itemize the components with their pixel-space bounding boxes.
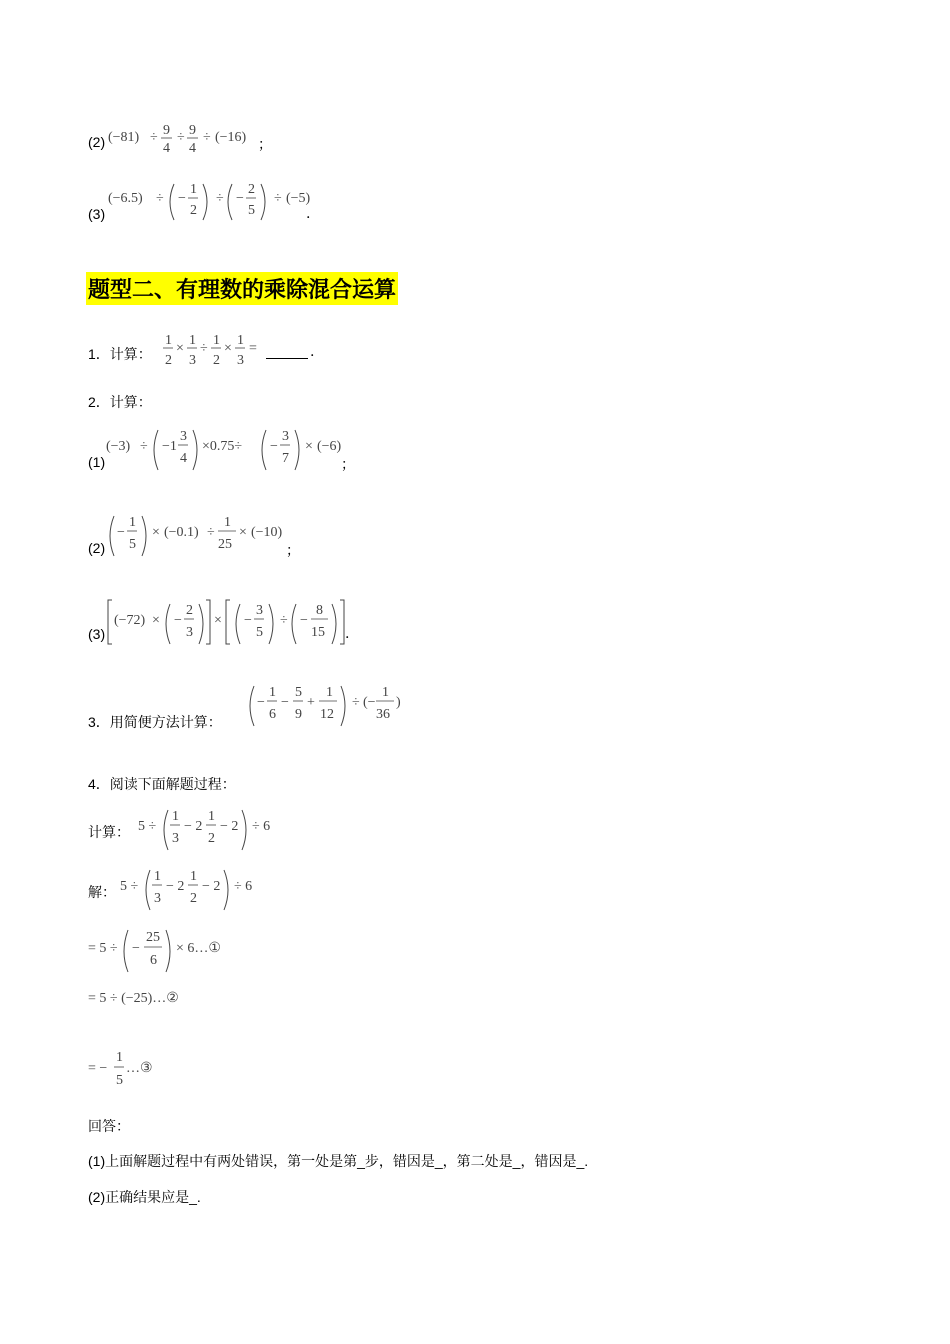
- expression-2: [108, 120, 278, 160]
- svg-text:−: −: [132, 941, 140, 956]
- svg-text:×: ×: [152, 525, 160, 540]
- svg-text:3: 3: [256, 603, 263, 618]
- svg-text:5: 5: [116, 1073, 123, 1088]
- svg-text:1: 1: [189, 333, 196, 348]
- svg-text:1: 1: [190, 869, 197, 884]
- svg-text:4: 4: [189, 141, 196, 156]
- five-div: 5 ÷: [120, 879, 139, 894]
- svg-text:12: 12: [320, 707, 334, 722]
- svg-text:6: 6: [269, 707, 276, 722]
- svg-text:5: 5: [129, 537, 136, 552]
- svg-text:1: 1: [224, 515, 231, 530]
- solution-step-2: = 5 ÷ (−25)…②: [88, 991, 179, 1006]
- svg-text:1: 1: [116, 1050, 123, 1065]
- svg-text:÷: ÷: [203, 130, 211, 145]
- item-label: (3): [88, 206, 106, 222]
- svg-text:−: −: [174, 613, 182, 628]
- svg-text:−: −: [300, 613, 308, 628]
- div-six: ÷ 6: [252, 819, 271, 834]
- expression-q1: [163, 330, 273, 370]
- svg-text:36: 36: [376, 707, 390, 722]
- svg-text:+: +: [307, 695, 315, 710]
- term-neg3: (−3): [106, 439, 131, 454]
- svg-text:1: 1: [326, 685, 333, 700]
- svg-text:7: 7: [282, 451, 289, 466]
- step1-eq: = 5 ÷: [88, 941, 118, 956]
- tail-punct: .: [306, 206, 311, 222]
- svg-text:3: 3: [172, 831, 179, 846]
- svg-text:=: =: [249, 341, 257, 356]
- svg-text:1: 1: [237, 333, 244, 348]
- svg-text:25: 25: [146, 930, 160, 945]
- term-neg81: (−81): [108, 130, 140, 145]
- svg-text:9: 9: [163, 123, 170, 138]
- svg-text:−: −: [117, 525, 125, 540]
- answer-line-2: (2)正确结果应是_.: [88, 1189, 201, 1205]
- svg-text:−: −: [270, 439, 278, 454]
- svg-text:2: 2: [248, 182, 255, 197]
- svg-text:2: 2: [213, 353, 220, 368]
- svg-text:1: 1: [269, 685, 276, 700]
- svg-text:−: −: [236, 191, 244, 206]
- svg-text:÷: ÷: [150, 130, 158, 145]
- svg-text:− 2: − 2: [184, 819, 203, 834]
- svg-text:9: 9: [295, 707, 302, 722]
- expression-q4-calc: [138, 806, 278, 852]
- svg-text:− 2: − 2: [202, 879, 221, 894]
- svg-text:÷: ÷: [352, 695, 360, 710]
- svg-text:3: 3: [186, 625, 193, 640]
- svg-text:÷: ÷: [280, 613, 288, 628]
- svg-text:− 2: − 2: [166, 879, 185, 894]
- question-prefix: 1．计算：: [88, 346, 152, 362]
- item-label: (2): [88, 540, 106, 556]
- question-2-prefix: 2．计算：: [88, 394, 152, 410]
- svg-text:−: −: [257, 695, 265, 710]
- svg-text:×: ×: [176, 341, 184, 356]
- svg-text:1: 1: [129, 515, 136, 530]
- svg-text:÷: ÷: [140, 439, 148, 454]
- svg-text:2: 2: [186, 603, 193, 618]
- term-neg16: (−16): [215, 130, 247, 145]
- svg-text:1: 1: [213, 333, 220, 348]
- step3-tail: …③: [126, 1061, 153, 1076]
- svg-text:2: 2: [165, 353, 172, 368]
- svg-text:−: −: [178, 191, 186, 206]
- svg-text:8: 8: [316, 603, 323, 618]
- svg-text:×: ×: [214, 613, 222, 628]
- svg-text:4: 4: [180, 451, 187, 466]
- expression-q4-sol: [120, 866, 260, 912]
- expression-step-3: [88, 1048, 188, 1094]
- question-4-prefix: 4．阅读下面解题过程：: [88, 776, 236, 792]
- item-label: (3): [88, 626, 106, 642]
- svg-text:÷: ÷: [274, 191, 282, 206]
- svg-text:15: 15: [311, 625, 325, 640]
- svg-text:25: 25: [218, 537, 232, 552]
- svg-text:×: ×: [152, 613, 160, 628]
- term-neg6: (−6): [317, 439, 342, 454]
- expression-q2-1: [106, 424, 366, 472]
- svg-text:3: 3: [237, 353, 244, 368]
- solution-label: 解：: [88, 884, 116, 900]
- svg-text:÷: ÷: [177, 130, 185, 145]
- svg-text:(−: (−: [363, 695, 376, 710]
- term-neg10: (−10): [251, 525, 283, 540]
- term-neg5: (−5): [286, 191, 311, 206]
- calc-label: 计算：: [88, 824, 130, 840]
- term-times-075: ×0.75÷: [202, 439, 243, 454]
- term-neg0-1: (−0.1): [164, 525, 199, 540]
- svg-text:− 2: − 2: [220, 819, 239, 834]
- svg-text:÷: ÷: [216, 191, 224, 206]
- svg-text:4: 4: [163, 141, 170, 156]
- svg-text:3: 3: [189, 353, 196, 368]
- svg-text:1: 1: [172, 809, 179, 824]
- answer-label: 回答：: [88, 1118, 130, 1134]
- tail-punct: .: [310, 344, 315, 360]
- svg-text:−: −: [244, 613, 252, 628]
- five-div: 5 ÷: [138, 819, 157, 834]
- answer-line-1: (1)上面解题过程中有两处错误，第一处是第_步，错因是_，第二处是_，错因是_.: [88, 1153, 589, 1169]
- svg-text:2: 2: [208, 831, 215, 846]
- svg-text:÷: ÷: [207, 525, 215, 540]
- answer-blank: [266, 346, 308, 359]
- tail-punct: .: [345, 626, 350, 642]
- svg-text:2: 2: [190, 891, 197, 906]
- svg-text:÷: ÷: [200, 341, 208, 356]
- svg-text:6: 6: [150, 953, 157, 968]
- step3-eq: = −: [88, 1061, 108, 1076]
- svg-text:×: ×: [224, 341, 232, 356]
- term-neg72: (−72): [114, 613, 146, 628]
- svg-text:3: 3: [180, 429, 187, 444]
- expression-step-1: [88, 926, 248, 974]
- svg-text:2: 2: [190, 203, 197, 218]
- svg-text:9: 9: [189, 123, 196, 138]
- svg-text:1: 1: [382, 685, 389, 700]
- svg-text:1: 1: [190, 182, 197, 197]
- section-heading: 题型二、有理数的乘除混合运算: [86, 272, 398, 305]
- svg-text:5: 5: [256, 625, 263, 640]
- svg-text:÷: ÷: [156, 191, 164, 206]
- svg-text:1: 1: [208, 809, 215, 824]
- tail-punct: ；: [258, 137, 272, 153]
- svg-text:×: ×: [305, 439, 313, 454]
- svg-text:1: 1: [154, 869, 161, 884]
- term-neg6-5: (−6.5): [108, 191, 143, 206]
- step1-tail: × 6…①: [176, 941, 221, 956]
- svg-text:−: −: [281, 695, 289, 710]
- item-label: (2): [88, 134, 106, 150]
- tail-punct: ；: [341, 457, 355, 473]
- svg-text:−1: −1: [162, 439, 177, 454]
- div-six: ÷ 6: [234, 879, 253, 894]
- svg-text:×: ×: [239, 525, 247, 540]
- svg-text:1: 1: [165, 333, 172, 348]
- expression-3: [108, 180, 323, 226]
- svg-text:3: 3: [154, 891, 161, 906]
- svg-text:5: 5: [295, 685, 302, 700]
- svg-text:3: 3: [282, 429, 289, 444]
- question-prefix: 3．用简便方法计算：: [88, 714, 222, 730]
- expression-q2-3: [106, 596, 356, 646]
- expression-q3: [246, 682, 416, 730]
- svg-text:): ): [396, 695, 401, 710]
- svg-text:5: 5: [248, 203, 255, 218]
- expression-q2-2: [106, 510, 296, 558]
- item-label: (1): [88, 454, 106, 470]
- tail-punct: ；: [286, 543, 300, 559]
